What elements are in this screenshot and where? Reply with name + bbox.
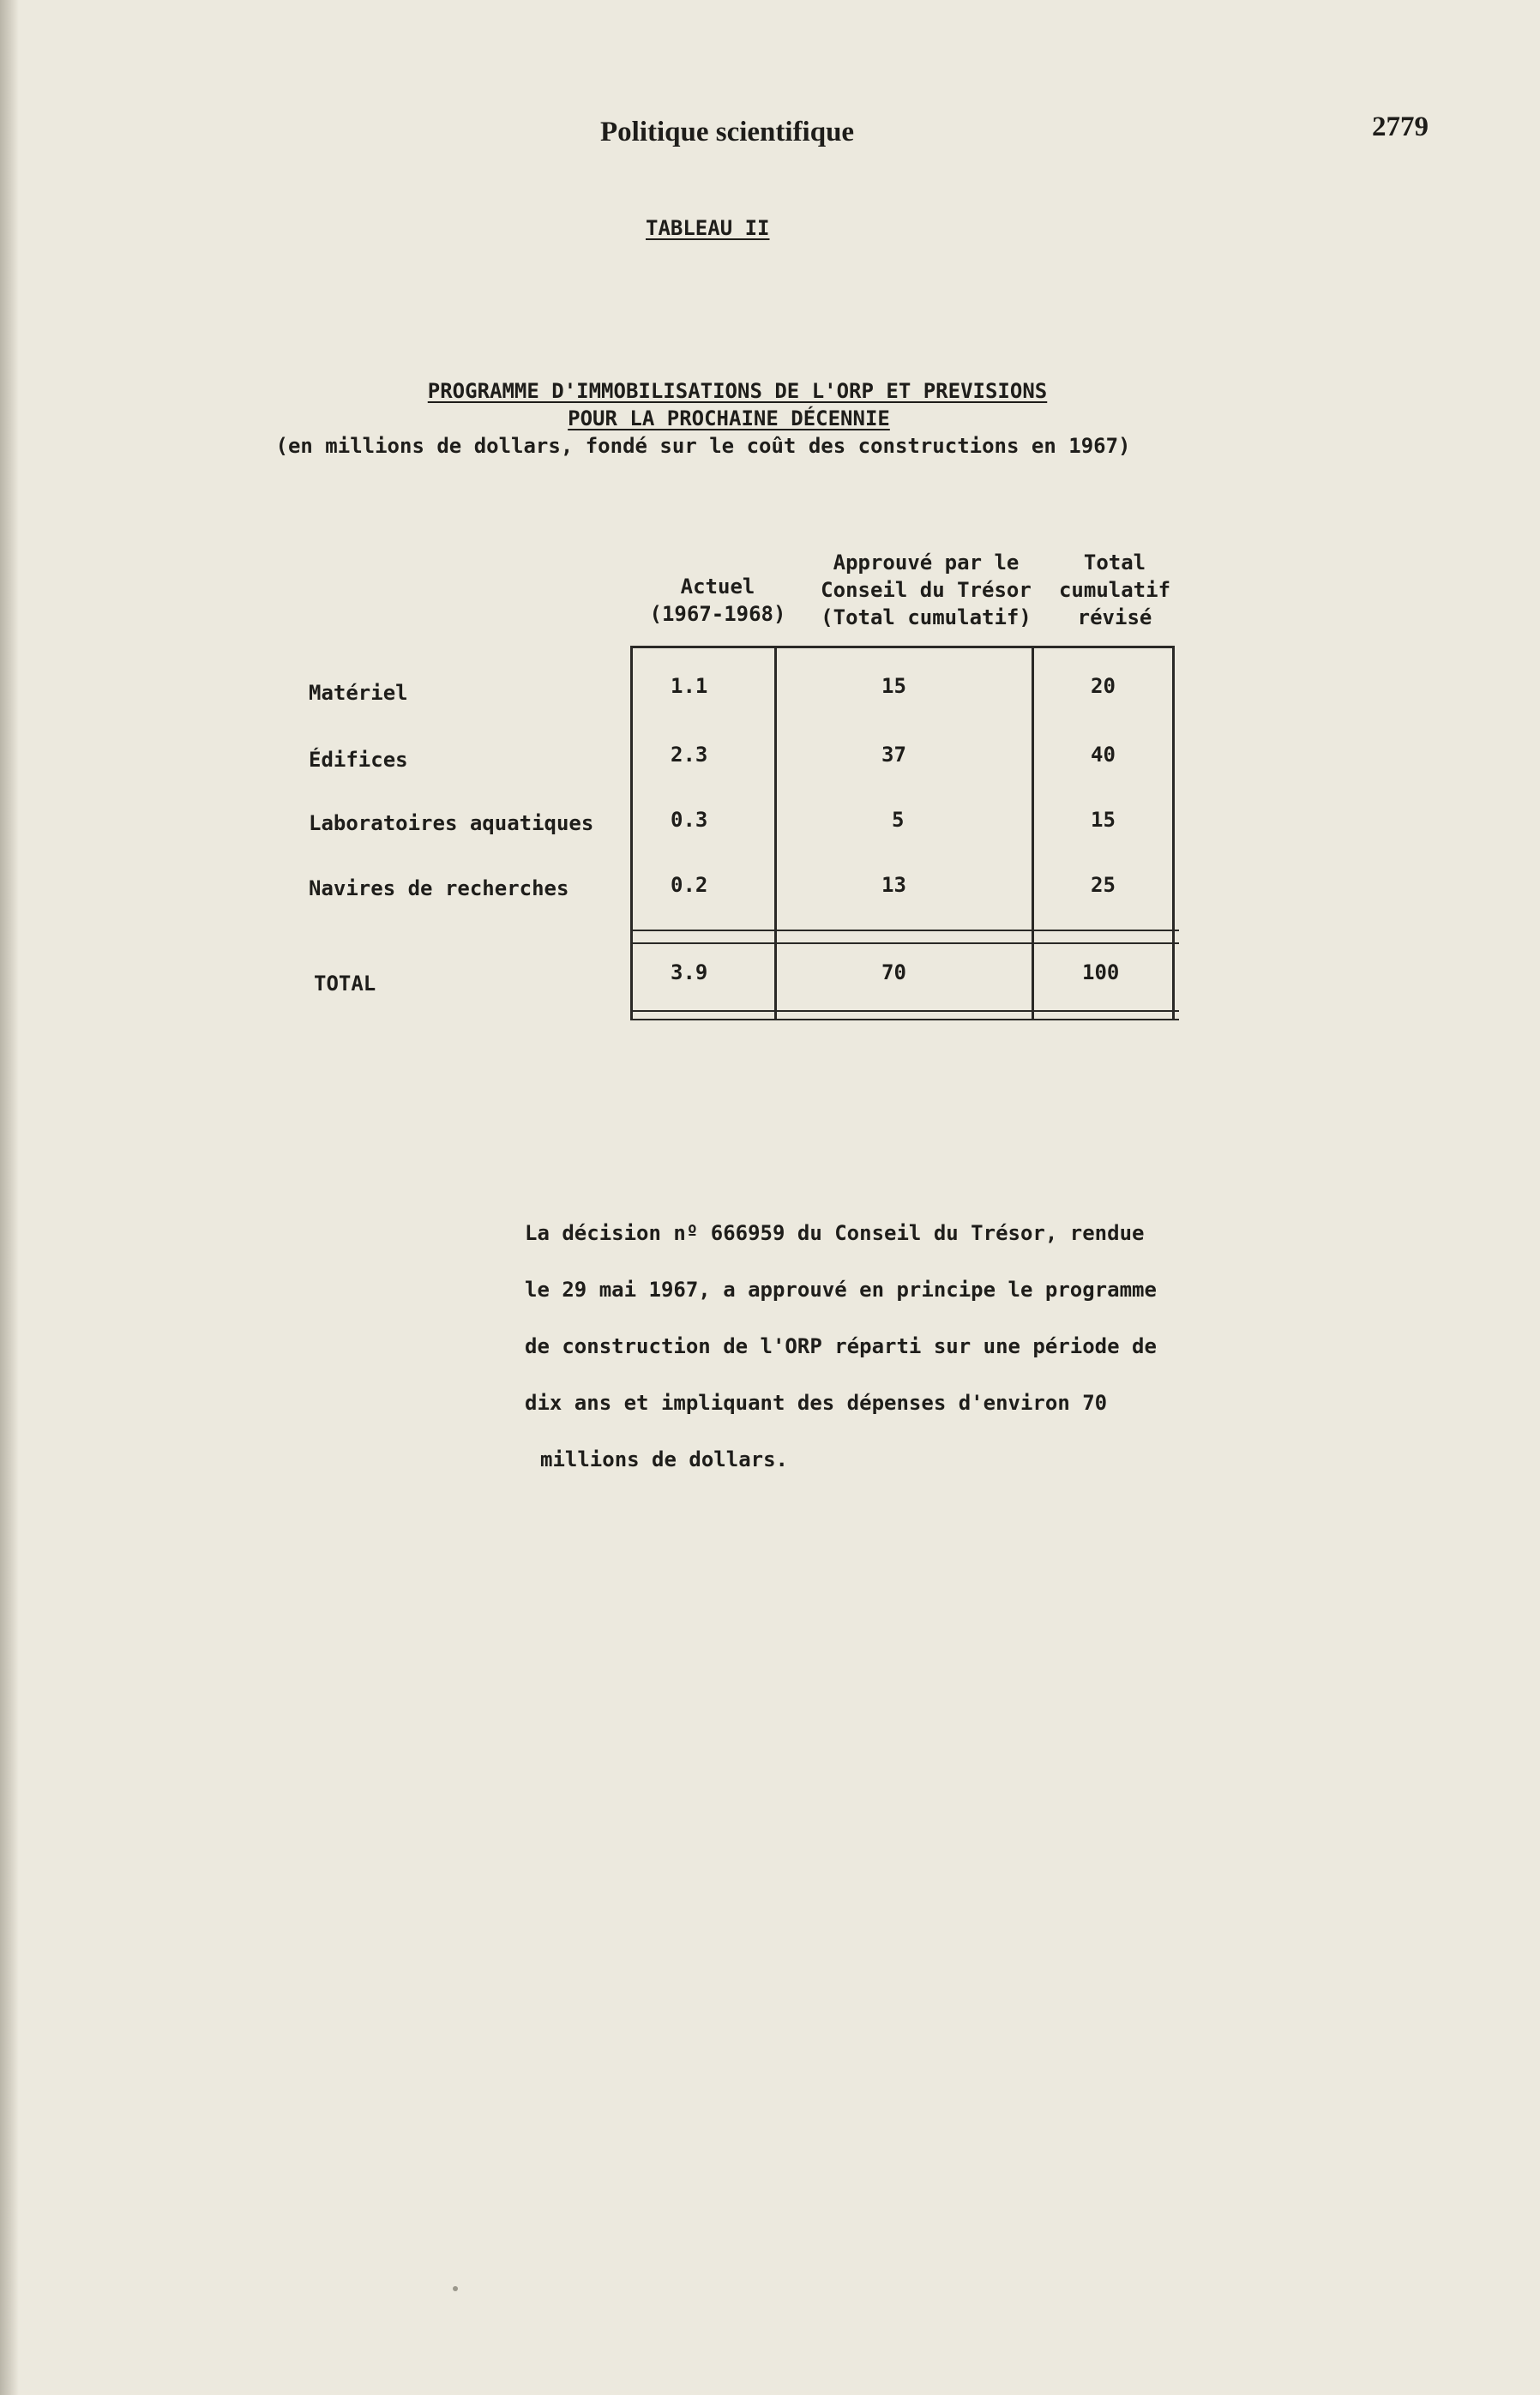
cell-actuel: 0.2 (671, 873, 708, 897)
table-label: TABLEAU II (646, 216, 770, 240)
table-title (257, 377, 1200, 460)
title-line-2: POUR LA PROCHAINE DÉCENNIE (568, 406, 890, 430)
cell-total: 25 (1091, 873, 1116, 897)
cell-actuel: 0.3 (671, 808, 708, 832)
title-line-1: PROGRAMME D'IMMOBILISATIONS DE L'ORP ET PREVISIONS (427, 379, 1048, 403)
running-title: Politique scientifique (600, 117, 855, 147)
bottom-rule-upper (630, 1010, 1179, 1012)
table-divider-4 (1172, 646, 1175, 1020)
cell-approuve: 5 (892, 808, 905, 832)
paragraph-line: dix ans et impliquant des dépenses d'environ 70 (525, 1391, 1108, 1415)
table-divider-1 (630, 646, 633, 1020)
column-header-line: cumulatif (1058, 578, 1171, 602)
page-binding-edge (0, 0, 19, 2395)
paragraph-line: le 29 mai 1967, a approuvé en principe le programme (525, 1278, 1157, 1302)
paragraph-line: de construction de l'ORP réparti sur une période de (525, 1334, 1157, 1358)
body-paragraph (525, 1205, 1228, 1488)
row-label-total: TOTAL (314, 972, 376, 996)
cell-approuve: 15 (881, 674, 906, 698)
column-header-approuve (802, 549, 1050, 631)
column-header-line: (Total cumulatif) (821, 605, 1032, 629)
table-divider-3 (1032, 646, 1034, 1020)
row-label-materiel: Matériel (309, 681, 408, 705)
cell-actuel: 2.3 (671, 743, 708, 767)
column-header-line: Actuel (680, 575, 755, 599)
row-label-laboratoires: Laboratoires aquatiques (309, 811, 594, 835)
column-header-line: Conseil du Trésor (821, 578, 1032, 602)
cell-total-actuel: 3.9 (671, 960, 708, 984)
table-divider-2 (774, 646, 777, 1020)
paragraph-line: millions de dollars. (540, 1447, 788, 1471)
cell-total-total: 100 (1082, 960, 1120, 984)
bottom-rule-lower (630, 1019, 1179, 1020)
column-header-line: révisé (1077, 605, 1152, 629)
total-rule-upper (630, 930, 1179, 931)
cell-total: 20 (1091, 674, 1116, 698)
column-header-total (1050, 549, 1179, 631)
cell-total: 15 (1091, 808, 1116, 832)
row-label-navires: Navires de recherches (309, 876, 569, 900)
column-header-line: Approuvé par le (833, 551, 1020, 575)
total-rule-lower (630, 942, 1179, 944)
cell-approuve: 37 (881, 743, 906, 767)
page-header (0, 111, 1540, 163)
cell-approuve: 13 (881, 873, 906, 897)
table-top-rule (630, 646, 1175, 648)
row-label-edifices: Édifices (309, 748, 408, 772)
title-line-3: (en millions de dollars, fondé sur le coût des constructions en 1967) (275, 434, 1131, 458)
paper-speck (453, 2286, 458, 2291)
cell-total-approuve: 70 (881, 960, 906, 984)
column-header-line: Total (1083, 551, 1146, 575)
column-header-line: (1967-1968) (649, 602, 786, 626)
page-number: 2779 (1372, 111, 1429, 142)
cell-total: 40 (1091, 743, 1116, 767)
paragraph-line: La décision nº 666959 du Conseil du Trésor, rendue (525, 1221, 1145, 1245)
column-header-actuel (636, 573, 799, 628)
cell-actuel: 1.1 (671, 674, 708, 698)
